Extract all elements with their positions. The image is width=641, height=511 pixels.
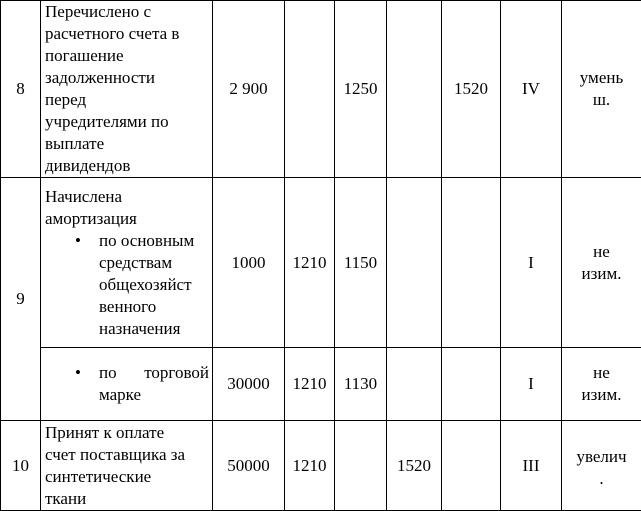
- credit-cell-a: [335, 421, 387, 511]
- description-line: синтетические: [45, 466, 209, 488]
- sub-item: [45, 230, 209, 340]
- effect-cell: [562, 1, 641, 178]
- description-line: перед: [45, 89, 209, 111]
- effect-cell: [562, 348, 641, 421]
- amount-cell: 1000: [213, 178, 285, 348]
- description-line: Начислена: [45, 186, 209, 208]
- sub-item-line: назначения: [99, 318, 209, 340]
- description-line: амортизация: [45, 208, 209, 230]
- type-cell: I: [501, 348, 562, 421]
- effect-line: ш.: [566, 89, 637, 111]
- description-line: выплате: [45, 133, 209, 155]
- credit-cell-c: [442, 348, 501, 421]
- credit-cell-b: [387, 348, 442, 421]
- row-description: [41, 178, 213, 348]
- effect-line: изим.: [566, 384, 637, 406]
- effect-line: умень: [566, 67, 637, 89]
- sub-item-line: средствам: [99, 252, 209, 274]
- credit-cell-b: [387, 1, 442, 178]
- effect-line: увелич: [566, 446, 637, 468]
- effect-line: изим.: [566, 263, 637, 285]
- table-row-9-sub: [1, 348, 641, 421]
- effect-cell: [562, 421, 641, 511]
- effect-line: не: [566, 362, 637, 384]
- debit-cell: 1210: [285, 178, 335, 348]
- row-description: [41, 348, 213, 421]
- sub-item-line: венного: [99, 296, 209, 318]
- table-row-10: [1, 421, 641, 511]
- description-line: погашение: [45, 45, 209, 67]
- credit-cell-a: 1150: [335, 178, 387, 348]
- sub-item-line: общехозяйст: [99, 274, 209, 296]
- sub-item-line: по основным: [99, 230, 209, 252]
- credit-cell-c: [442, 178, 501, 348]
- table-row-9: [1, 178, 641, 348]
- effect-line: не: [566, 241, 637, 263]
- credit-cell-b: [387, 178, 442, 348]
- description-line: дивидендов: [45, 155, 209, 177]
- amount-cell: 2 900: [213, 1, 285, 178]
- description-line: учредителями по: [45, 111, 209, 133]
- row-number: 9: [1, 178, 41, 421]
- row-description: [41, 1, 213, 178]
- row-description: [41, 421, 213, 511]
- effect-line: .: [566, 468, 637, 490]
- row-number: 10: [1, 421, 41, 511]
- credit-cell-a: 1130: [335, 348, 387, 421]
- sub-item: [45, 362, 209, 406]
- bullet-icon: •: [75, 362, 81, 384]
- type-cell: I: [501, 178, 562, 348]
- amount-cell: 30000: [213, 348, 285, 421]
- credit-cell-a: 1250: [335, 1, 387, 178]
- debit-cell: 1210: [285, 348, 335, 421]
- bullet-icon: •: [75, 230, 81, 252]
- description-line: расчетного счета в: [45, 23, 209, 45]
- sub-item-line: по торговой: [99, 362, 209, 384]
- description-line: счет поставщика за: [45, 444, 209, 466]
- sub-item-line: марке: [99, 384, 209, 406]
- type-cell: III: [501, 421, 562, 511]
- credit-cell-b: 1520: [387, 421, 442, 511]
- description-line: Принят к оплате: [45, 422, 209, 444]
- description-line: ткани: [45, 488, 209, 510]
- debit-cell: [285, 1, 335, 178]
- description-line: задолженности: [45, 67, 209, 89]
- row-number: 8: [1, 1, 41, 178]
- table-row-8: [1, 1, 641, 178]
- type-cell: IV: [501, 1, 562, 178]
- amount-cell: 50000: [213, 421, 285, 511]
- credit-cell-c: [442, 421, 501, 511]
- effect-cell: [562, 178, 641, 348]
- debit-cell: 1210: [285, 421, 335, 511]
- description-line: Перечислено с: [45, 1, 209, 23]
- credit-cell-c: 1520: [442, 1, 501, 178]
